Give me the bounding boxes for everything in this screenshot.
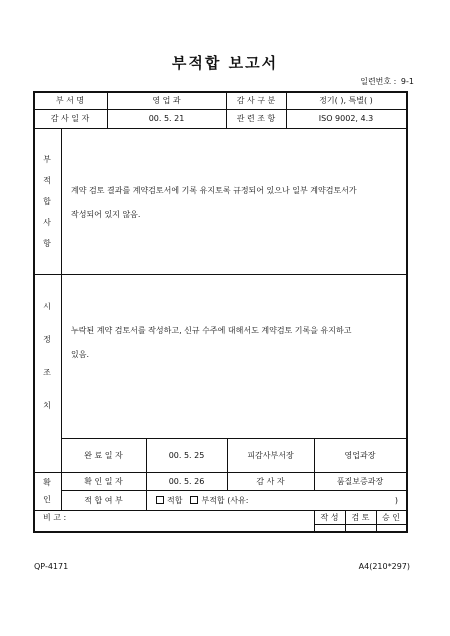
- nc-char: 부: [43, 154, 51, 164]
- form-border-right: [406, 91, 408, 533]
- paper-size: A4(210*297): [358, 562, 410, 571]
- corrective-text: [71, 325, 351, 360]
- sign-approve: 승 인: [382, 512, 400, 522]
- auditor-value: 품질보증과장: [336, 476, 384, 486]
- dept-value: 영 업 과: [152, 95, 181, 105]
- confirm-date-value: 00. 5. 26: [168, 476, 205, 486]
- rule-row2: [33, 128, 408, 129]
- audited-head-label: 피감사부서장: [247, 450, 294, 460]
- rule-sign-mid: [314, 524, 408, 525]
- completion-date-value: 00. 5. 25: [168, 450, 205, 460]
- rule-conform-col: [146, 490, 147, 510]
- nc-char: 합: [43, 196, 51, 206]
- ca-char: 조: [43, 368, 51, 377]
- audit-date-label: 감 사 일 자: [50, 114, 90, 123]
- rule-section: [33, 274, 408, 275]
- form-number: QP-4171: [34, 562, 69, 571]
- serial-number: [358, 76, 414, 87]
- corrective-line1: 누락된 계약 검토서를 작성하고, 신규 수주에 대해서도 계약검토 기록을 유지하고: [71, 326, 352, 335]
- serial-label: 일련번호 :: [360, 77, 397, 86]
- dept-label: 부 서 명: [55, 95, 85, 105]
- conform-option-label: 적합: [167, 495, 183, 505]
- reason-close: ): [394, 495, 398, 505]
- related-clause-value: ISO 9002, 4.3: [318, 114, 374, 123]
- nonconform-checkbox[interactable]: [190, 496, 198, 504]
- remarks-label: 비 고 :: [43, 512, 67, 522]
- ca-char: 시: [43, 302, 51, 311]
- related-clause-label: 관 련 조 항: [236, 114, 276, 123]
- audit-type-label: 감 사 구 분: [236, 95, 276, 105]
- sign-write: 작 성: [320, 512, 339, 522]
- sign-review: 검 토: [351, 512, 370, 522]
- auditor-label: 감 사 자: [256, 476, 285, 486]
- conform-checkbox[interactable]: [156, 496, 164, 504]
- conform-options: [152, 490, 406, 510]
- document-title: 부적합 보고서: [171, 54, 279, 72]
- form-border-bottom: [33, 531, 408, 533]
- nonconformity-line2: 작성되어 있지 않음.: [71, 210, 141, 219]
- confirm-date-label: 확 인 일 자: [84, 476, 123, 486]
- conform-label: 적 합 여 부: [84, 495, 123, 505]
- audit-type-value: 정기( ), 특별( ): [319, 95, 373, 105]
- report-form: [33, 91, 408, 533]
- cf-char: 인: [43, 495, 51, 504]
- ca-char: 정: [43, 335, 51, 344]
- nc-char: 적: [43, 175, 51, 185]
- corrective-line2: 있음.: [71, 350, 89, 359]
- nonconform-option-label: 부적합 (사유:: [201, 495, 249, 505]
- nonconformity-label: [33, 128, 61, 274]
- nc-char: 항: [43, 238, 51, 248]
- completion-date-label: 완 료 일 자: [84, 450, 123, 460]
- nc-char: 사: [43, 217, 51, 227]
- serial-value: 9-1: [400, 77, 414, 86]
- audit-date-value: 00. 5. 21: [148, 114, 185, 123]
- corrective-label: [33, 274, 61, 438]
- audited-head-value: 영업과장: [344, 450, 376, 460]
- cf-char: 확: [43, 478, 51, 487]
- ca-char: 치: [43, 401, 51, 410]
- nonconformity-line1: 계약 검토 결과를 계약검토서에 기록 유지토록 규정되어 있으나 일부 계약검토서가: [71, 186, 357, 195]
- confirmation-label: [33, 472, 61, 510]
- nonconformity-text: [71, 185, 357, 220]
